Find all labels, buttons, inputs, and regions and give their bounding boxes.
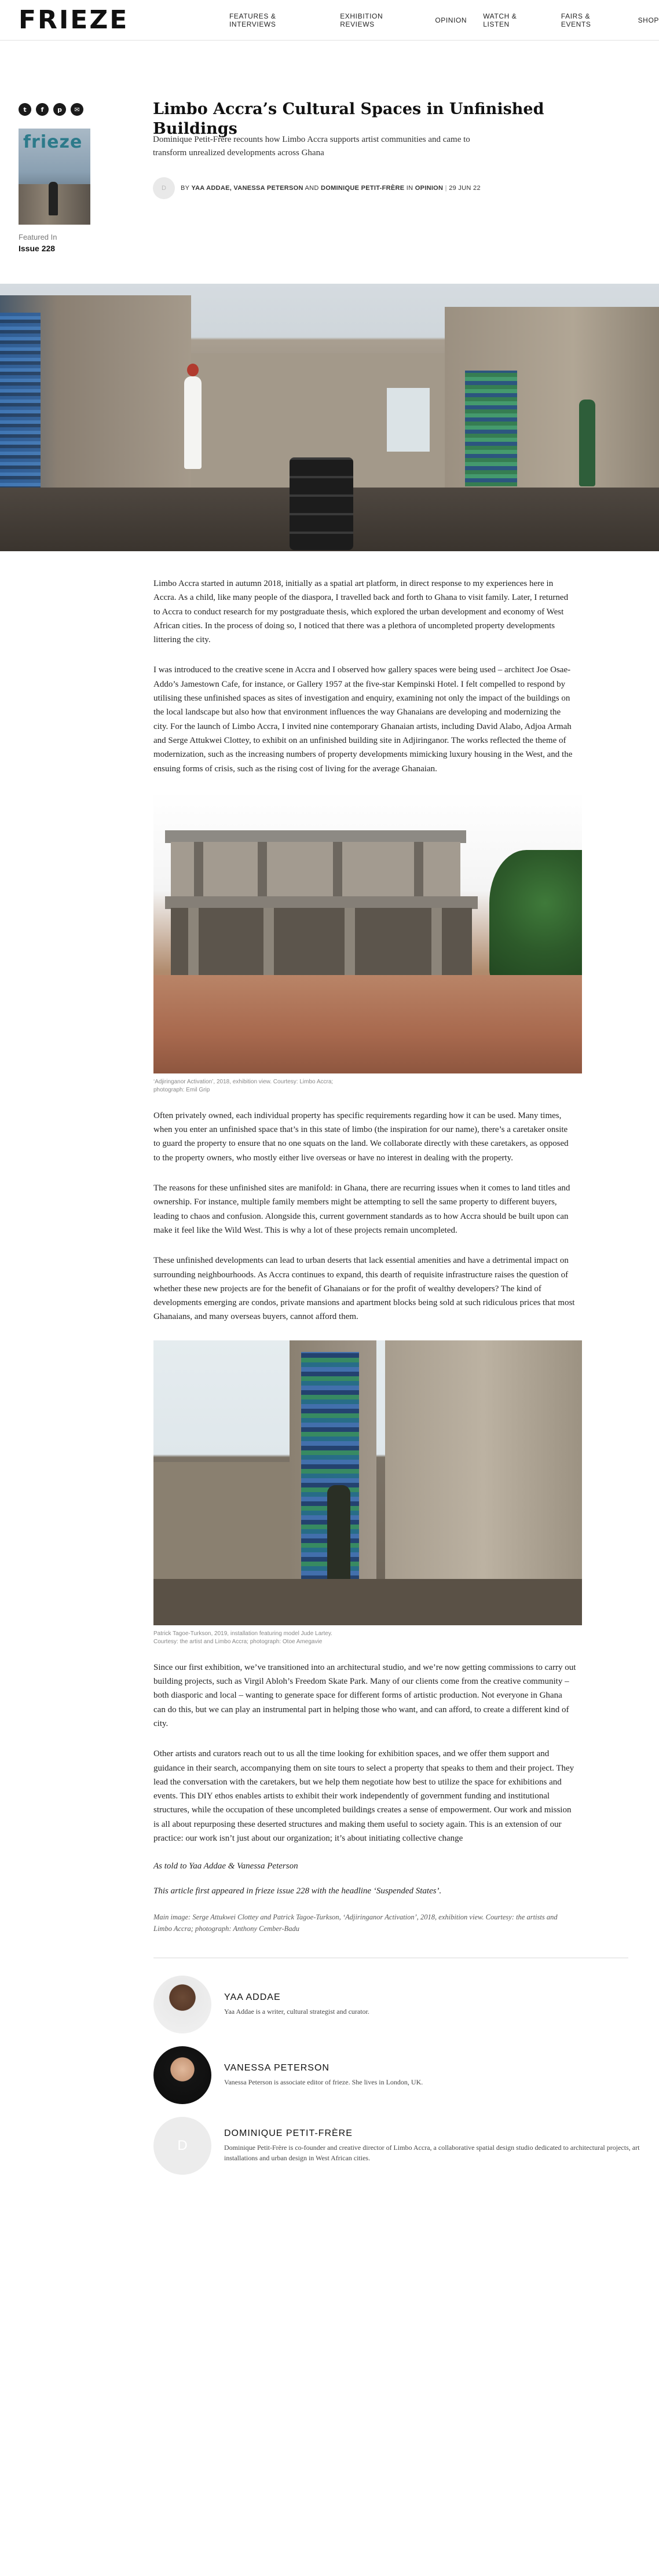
author-bio: Dominique Petit-Frère is co-founder and creative director of Limbo Accra, a collaborative spatial design studio dedicated to architectural projects, art installations and urban design in West African cities. [224,2143,640,2163]
featured-issue-link[interactable]: Issue 228 [19,244,56,253]
body-paragraph-2: I was introduced to the creative scene in Accra and I observed how gallery spaces were being used – architect Joe Osae-Addo’s Jamestown Cafe, for instance, or Gallery 1957 at the five-star Kempinski Hotel. I felt compelled to respond by utilising these unfinished spaces as sites of investigation and enquiry, examining not only the impact of the buildings on the local landscape but also how that environment influences the way Ghanaians are developing and modernizing the city. For the launch of Limbo Accra, I invited nine contemporary Ghanaian artists, including David Alabo, Adjoa Armah and Serge Attukwei Clottey, to exhibit on an unfinished building site in Adjiringanor. The works reflected the theme of modernization, such as the increasing numbers of property developments mimicking luxury housing in the West, and the ensuing forms of crisis, such as the rising cost of living for the average Ghanaian. [153,665,573,774]
article-standfirst: Dominique Petit-Frère recounts how Limbo Accra supports artist communities and came to transform unrealized developments across Ghana [153,135,470,157]
inline-image-1 [153,792,582,1073]
author-avatar: D [153,177,175,199]
hero-wall-left [0,295,191,504]
body-paragraph-3: Often privately owned, each individual property has specific requirements regarding how it can be used. Many times, when you enter an unfinished space that’s in this state of limbo (the inspiration for our name), there’s a caretaker onsite to guard the property to ensure that no one squats on the land. We collaborate directly with these caretakers, as opposed to the property owners, who mostly either live overseas or have no interest in dealing with the property. [153,1111,569,1163]
article-body [153,577,576,1934]
issue-cover-figure [49,182,58,215]
hero-doorway [387,388,430,452]
nav-item-watch-listen[interactable]: WATCH & LISTEN [483,12,517,28]
site-header [0,0,659,41]
nav-item-features[interactable]: FEATURES & INTERVIEWS [229,12,276,28]
author-card [153,1976,640,2033]
author-bio: Vanessa Peterson is associate editor of frieze. She lives in London, UK. [224,2078,423,2087]
featured-in-label: Featured In [19,233,57,241]
pinterest-icon[interactable]: p [53,103,66,116]
inline-caption-2: Patrick Tagoe-Turkson, 2019, installation featuring model Jude Lartey. Courtesy: the artist and Limbo Accra; photograph: Otoe Amegavie [153,1630,332,1646]
main-image-credit: Main image: Serge Attukwei Clottey and Patrick Tagoe-Turkson, ‘Adjiringanor Activation’, 2018, exhibition view. Courtesy: the artists and Limbo Accra; photograph: Anthony Cember-Badu [153,1913,558,1933]
nav-item-shop[interactable]: SHOP [638,16,659,24]
inline-caption-1: ‘Adjiringanor Activation’, 2018, exhibition view. Courtesy: Limbo Accra; photograph: Emil Grip [153,1078,334,1094]
article-signoff: As told to Yaa Addae & Vanessa Peterson [153,1862,298,1871]
inline-figure-1 [153,792,582,1095]
byline-date: 29 JUN 22 [449,185,481,192]
author-photo-placeholder[interactable]: D [153,2117,211,2175]
article-header [0,41,659,253]
hero-wall-right [445,307,659,504]
hero-image [0,284,659,551]
author-bios [153,1976,640,2211]
site-logo[interactable]: FRIEZE [19,5,129,35]
author-name[interactable]: DOMINIQUE PETIT-FRÈRE [224,2128,353,2139]
author-photo[interactable] [153,2046,211,2104]
byline-section[interactable]: OPINION [415,185,444,192]
share-bar [19,103,83,116]
email-icon[interactable]: ✉ [71,103,83,116]
issue-cover-masthead: frieze [23,132,83,152]
author-name[interactable]: YAA ADDAE [224,1992,281,2003]
issue-cover-image[interactable] [19,129,90,225]
byline-in: IN [406,185,413,192]
first-appeared-note: This article first appeared in frieze issue 228 with the headline ‘Suspended States’. [153,1886,442,1896]
nav-item-exhibition-reviews[interactable]: EXHIBITION REVIEWS [340,12,383,28]
body-paragraph-5: These unfinished developments can lead to urban deserts that lack essential amenities and have a detrimental impact on surrounding neighbourhoods. As Accra continues to expand, this dearth of requisite infrastructure raises the question of whether these new projects are for the benefit of Ghanaians or for the profit of wealthy developers? The kind of developments emerging are condos, private mansions and apartment blocks being sold at such ridiculous prices that most Ghanaians, and many overseas buyers, cannot afford them. [153,1256,575,1322]
hero-tyre-stack [290,457,353,550]
author-card [153,2117,640,2175]
byline-author-last[interactable]: DOMINIQUE PETIT-FRÈRE [320,185,405,192]
body-paragraph-1: Limbo Accra started in autumn 2018, initially as a spatial art platform, in direct response to my experiences here in Accra. As a child, like many people of the diaspora, I travelled back and forth to Ghana to visit family. Later, I returned to Accra to conduct research for my postgraduate thesis, which explored the urban development and economy of West African cities. In the process of doing so, I noticed that there was a plethora of uncompleted property developments littering the city. [153,579,569,645]
facebook-icon[interactable]: f [36,103,49,116]
inline-image-2 [153,1340,582,1625]
byline-authors[interactable]: YAA ADDAE, VANESSA PETERSON [191,185,303,192]
twitter-icon[interactable]: t [19,103,31,116]
author-card [153,2046,640,2104]
author-photo[interactable] [153,1976,211,2033]
hero-person-white [184,376,202,469]
byline-prefix: BY [181,185,190,192]
body-paragraph-7: Other artists and curators reach out to us all the time looking for exhibition spaces, and we offer them support and guidance in their search, accompanying them on site tours to select a property that speaks to them and their project. They lead the conversation with the caretakers, but we help them negotiate how best to utilize the space for exhibitions and events. This DIY ethos enables artists to exhibit their work independently of government funding and institutional structures, while the occupation of these uncompleted buildings creates a sense of empowerment. Our work and mission is all about repurposing these deserted structures and making them useful to society again. This is an extension of our practice: our work isn’t just about our organization; it’s about initiating collective change [153,1749,574,1843]
main-nav [229,0,659,41]
body-paragraph-6: Since our first exhibition, we’ve transitioned into an architectural studio, and we’re now getting commissions to carry out building projects, such as Virgil Abloh’s Freedom Skate Park. Many of our clients come from the creative community – both diasporic and local – wanting to generate space for different forms of artistic production. Not everyone in Ghana can do this, but we can play an instrumental part in helping those who want, and can afford, to create a different kind of city. [153,1662,576,1728]
nav-item-opinion[interactable]: OPINION [435,16,467,24]
body-paragraph-4: The reasons for these unfinished sites are manifold: in Ghana, there are recurring issues when it comes to land titles and ownership. For instance, multiple family members might be attempting to sell the same property to different buyers, leading to chaos and confusion. Alongside this, current government standards as to how Accra should be built upon can make it feel like the Wild West. This is why a lot of these projects remain uncompleted. [153,1183,570,1235]
author-name[interactable]: VANESSA PETERSON [224,2063,330,2073]
inline-figure-2 [153,1340,582,1647]
byline-text: BY YAA ADDAE, VANESSA PETERSON AND DOMINIQUE PETIT-FRÈRE IN OPINION | 29 JUN 22 [181,185,481,192]
nav-item-fairs-events[interactable]: FAIRS & EVENTS [561,12,591,28]
article-headline: Limbo Accra’s Cultural Spaces in Unfinished Buildings [153,100,544,138]
byline [153,177,481,199]
hero-person-green [579,400,595,486]
author-bio: Yaa Addae is a writer, cultural strategist and curator. [224,2007,369,2016]
byline-and: AND [305,185,319,192]
